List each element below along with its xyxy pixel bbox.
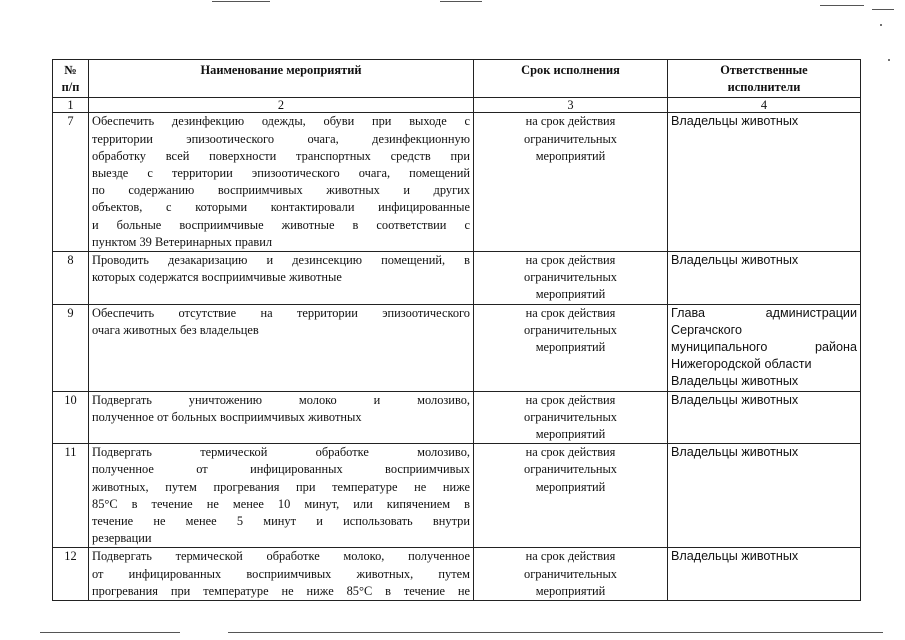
measure-term-line: ограничительных — [524, 462, 617, 477]
measure-name-line: по содержанию восприимчивых животных и других — [92, 183, 470, 198]
measure-responsible-line: муниципального района — [671, 340, 857, 355]
measure-term-line: ограничительных — [524, 409, 617, 424]
measure-term-line: мероприятий — [535, 148, 606, 163]
measure-name-line: резервации — [92, 531, 152, 546]
measure-term — [474, 304, 668, 391]
measure-responsible — [668, 548, 861, 601]
measure-name-line: Подвергать термической обработке молозиво, — [92, 445, 470, 460]
measure-term-line: на срок действия — [525, 114, 616, 129]
measure-name-line: и больные восприимчивые животные в соответствии с — [92, 217, 470, 232]
measures-table — [52, 59, 861, 601]
measure-name-line: полученное от больных восприимчивых животных — [92, 409, 362, 424]
measure-name-line: от инфицированных восприимчивых животных, путем — [92, 566, 470, 581]
measure-responsible-line: Владельцы животных — [671, 392, 799, 407]
measure-term-line: на срок действия — [525, 253, 616, 268]
table-row — [53, 391, 861, 444]
table-row — [53, 113, 861, 252]
measure-term-line: мероприятий — [535, 287, 606, 302]
measure-name — [89, 444, 474, 548]
row-number: 11 — [53, 444, 89, 548]
measure-name-line: течение не менее 5 минут и использовать внутри — [92, 514, 470, 529]
measure-term-line: ограничительных — [524, 131, 617, 146]
measure-responsible — [668, 444, 861, 548]
table-row — [53, 252, 861, 305]
measure-term — [474, 391, 668, 444]
scan-artifact — [228, 632, 883, 633]
measure-term-line: мероприятий — [535, 583, 606, 598]
measure-responsible — [668, 304, 861, 391]
measure-term-line: на срок действия — [525, 549, 616, 564]
table-row — [53, 304, 861, 391]
measure-name-line: территории эпизоотического очага, дезинфекционную — [92, 131, 470, 146]
measure-name-line: Обеспечить отсутствие на территории эпизоотического — [92, 305, 470, 320]
measure-name-line: животных, путем прогревания при температуре не ниже — [92, 479, 470, 494]
measure-name-line: пунктом 39 Ветеринарных правил — [92, 234, 273, 249]
scan-artifact — [212, 1, 270, 2]
column-number: 2 — [89, 98, 474, 113]
measure-term-line: на срок действия — [525, 305, 616, 320]
measure-name-line: очага животных без владельцев — [92, 322, 259, 337]
measure-responsible — [668, 391, 861, 444]
measure-term-line: мероприятий — [535, 479, 606, 494]
header-name: Наименование мероприятий — [89, 60, 474, 98]
measure-name-line: 85°С в течение не менее 10 минут, или кипячением в — [92, 496, 470, 511]
measure-term-line: на срок действия — [525, 392, 616, 407]
measure-name — [89, 252, 474, 305]
measure-name — [89, 548, 474, 601]
measure-name-line: выезде с территории эпизоотического очага, помещений — [92, 166, 470, 181]
measure-name — [89, 304, 474, 391]
table-body — [53, 113, 861, 601]
scan-artifact — [880, 24, 882, 26]
measure-term — [474, 548, 668, 601]
column-number-row — [53, 98, 861, 113]
header-resp: Ответственные исполнители — [668, 60, 861, 98]
row-number: 10 — [53, 391, 89, 444]
row-number: 12 — [53, 548, 89, 601]
measure-responsible-line: Владельцы животных — [671, 114, 799, 129]
scan-artifact — [888, 59, 890, 61]
measure-term — [474, 444, 668, 548]
table-header-row — [53, 60, 861, 98]
column-number: 4 — [668, 98, 861, 113]
measure-responsible — [668, 113, 861, 252]
measure-responsible-line: Нижегородской области — [671, 357, 812, 372]
table-row — [53, 548, 861, 601]
scan-artifact — [40, 632, 180, 633]
measure-name — [89, 391, 474, 444]
measure-term-line: на срок действия — [525, 445, 616, 460]
scan-artifact — [872, 9, 894, 10]
measure-name-line: Подвергать уничтожению молоко и молозиво, — [92, 392, 470, 407]
measure-term-line: мероприятий — [535, 340, 606, 355]
row-number: 7 — [53, 113, 89, 252]
measure-responsible-line: Глава администрации — [671, 305, 857, 320]
measure-name — [89, 113, 474, 252]
measure-name-line: которых содержатся восприимчивые животные — [92, 270, 342, 285]
measure-name-line: Обеспечить дезинфекцию одежды, обуви при выходе с — [92, 114, 470, 129]
scan-artifact — [820, 5, 864, 6]
measure-responsible-line: Сергачского — [671, 322, 742, 337]
measure-name-line: объектов, с которыми контактировали инфицированные — [92, 200, 470, 215]
measure-name-line: обработку всей поверхности транспортных средств при — [92, 148, 470, 163]
measure-name-line: прогревания при температуре не ниже 85°С в течение не — [92, 583, 470, 598]
measure-responsible-line: Владельцы животных — [671, 445, 799, 460]
row-number: 9 — [53, 304, 89, 391]
measure-responsible-line: Владельцы животных — [671, 253, 799, 268]
measure-term-line: ограничительных — [524, 270, 617, 285]
measure-term-line: ограничительных — [524, 566, 617, 581]
column-number: 1 — [53, 98, 89, 113]
measure-term — [474, 113, 668, 252]
measure-term-line: ограничительных — [524, 322, 617, 337]
measure-term-line: мероприятий — [535, 427, 606, 442]
column-number: 3 — [474, 98, 668, 113]
header-term: Срок исполнения — [474, 60, 668, 98]
measure-name-line: полученное от инфицированных восприимчивых — [92, 462, 470, 477]
measure-responsible — [668, 252, 861, 305]
measure-responsible-line: Владельцы животных — [671, 374, 799, 389]
row-number: 8 — [53, 252, 89, 305]
measure-responsible-line: Владельцы животных — [671, 549, 799, 564]
table-row — [53, 444, 861, 548]
measure-name-line: Подвергать термической обработке молоко, полученное — [92, 549, 470, 564]
scan-artifact — [440, 1, 482, 2]
header-num: № п/п — [53, 60, 89, 98]
measure-term — [474, 252, 668, 305]
measure-name-line: Проводить дезакаризацию и дезинсекцию помещений, в — [92, 253, 470, 268]
